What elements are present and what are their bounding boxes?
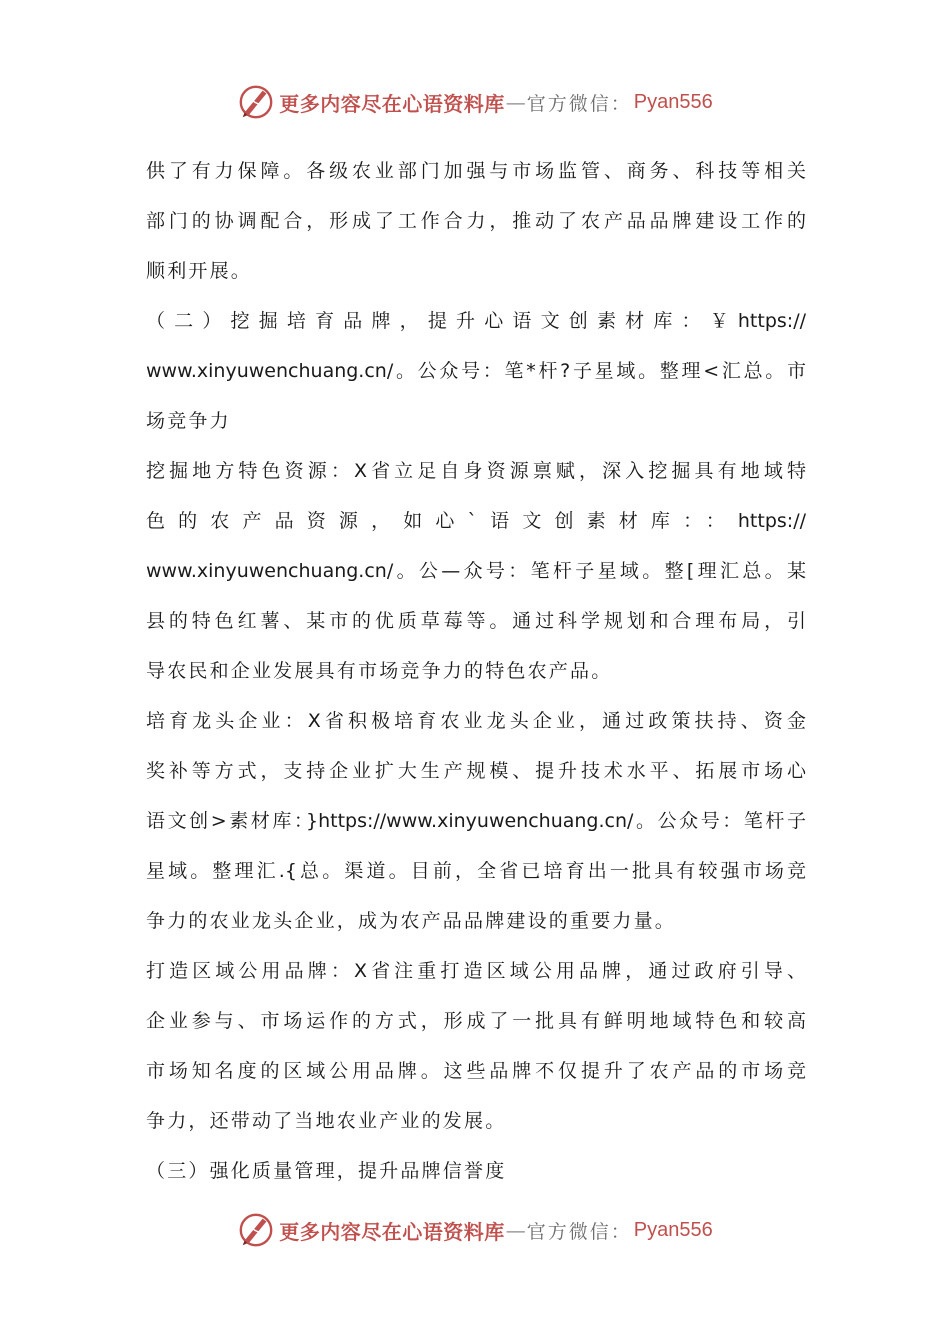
body-line: 县的特色红薯、某市的优质草莓等。通过科学规划和合理布局，引: [146, 610, 806, 632]
body-line: 顺利开展。: [146, 260, 253, 282]
body-line: 争力的农业龙头企业，成为农产品品牌建设的重要力量。: [146, 910, 677, 932]
header-banner: [0, 80, 950, 124]
footer-wechat-label: 官方微信：: [526, 1220, 632, 1243]
section-heading-2: （二）挖掘培育品牌，提升心语文创素材库：￥https://: [146, 310, 806, 332]
body-line: 供了有力保障。各级农业部门加强与市场监管、商务、科技等相关: [146, 160, 806, 182]
body-line: 企业参与、市场运作的方式，形成了一批具有鲜明地域特色和较高: [146, 1010, 806, 1032]
body-line: 导农民和企业发展具有市场竞争力的特色农产品。: [146, 660, 613, 682]
body-line: www.xinyuwenchuang.cn/。公—众号：笔杆子星域。整[理汇总。某: [146, 560, 806, 582]
body-line: 打造区域公用品牌：X省注重打造区域公用品牌，通过政府引导、: [146, 960, 806, 982]
body-line: 培育龙头企业：X省积极培育农业龙头企业，通过政策扶持、资金: [146, 710, 806, 732]
footer-promo-text: 更多内容尽在心语资料库: [279, 1219, 505, 1244]
body-line: 部门的协调配合，形成了工作合力，推动了农产品品牌建设工作的: [146, 210, 806, 232]
body-line: 星域。整理汇.{总。渠道。目前，全省已培育出一批具有较强市场竞: [146, 860, 806, 882]
footer-dash: —: [505, 1218, 526, 1242]
header-wechat-id: Pyan556: [633, 90, 713, 113]
header-wechat-label: 官方微信：: [526, 92, 632, 115]
body-line: www.xinyuwenchuang.cn/。公众号：笔*杆?子星域。整理<汇总。市: [146, 360, 806, 382]
body-line: 争力，还带动了当地农业产业的发展。: [146, 1110, 507, 1132]
footer-banner: [0, 1208, 950, 1252]
body-line: 场竞争力: [146, 410, 231, 432]
body-line: 挖掘地方特色资源：X省立足自身资源禀赋，深入挖掘具有地域特: [146, 460, 806, 482]
body-line: 语文创>素材库：}https://www.xinyuwenchuang.cn/。公众号：笔杆子: [146, 810, 806, 832]
header-promo-text: 更多内容尽在心语资料库: [279, 91, 505, 116]
pen-logo-icon: [237, 1211, 275, 1249]
body-line: 色的农产品资源，如心`语文创素材库：：https://: [146, 510, 806, 532]
body-line: 市场知名度的区域公用品牌。这些品牌不仅提升了农产品的市场竞: [146, 1060, 806, 1082]
header-dash: —: [505, 90, 526, 114]
document-body: [146, 146, 806, 1196]
pen-logo-icon: [237, 83, 275, 121]
footer-wechat-id: Pyan556: [633, 1218, 713, 1241]
body-line: 奖补等方式，支持企业扩大生产规模、提升技术水平、拓展市场心: [146, 760, 806, 782]
section-heading-3: （三）强化质量管理，提升品牌信誉度: [146, 1160, 507, 1182]
